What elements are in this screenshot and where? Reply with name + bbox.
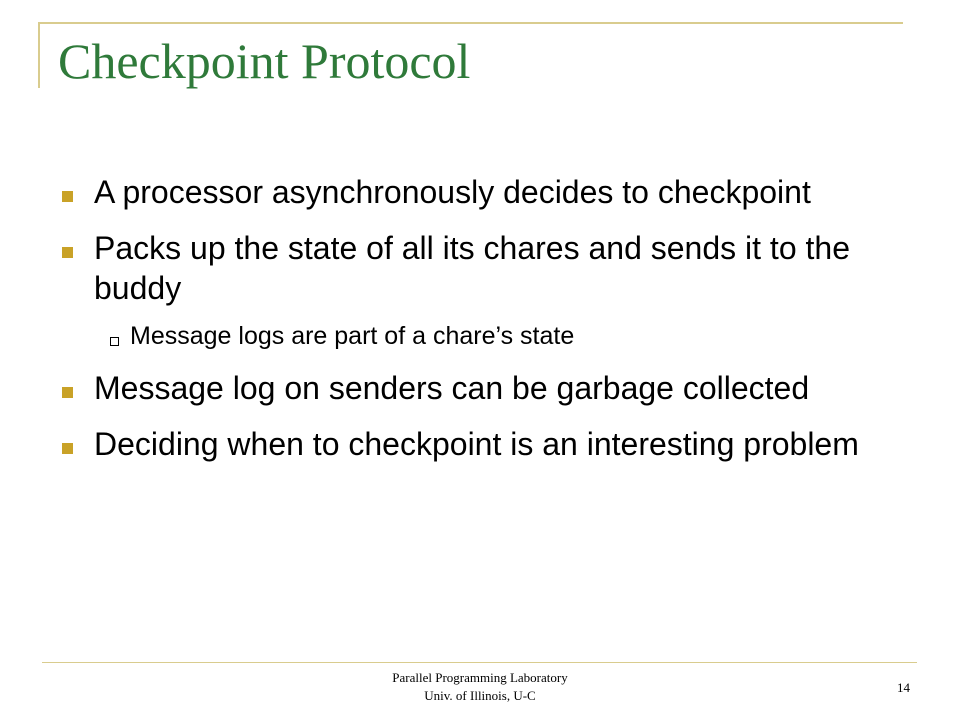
footer-university: Univ. of Illinois, U-C: [424, 688, 536, 703]
bullet-text: Deciding when to checkpoint is an interesting problem: [94, 426, 859, 462]
frame-left-line: [38, 22, 40, 88]
bullet-text: Message log on senders can be garbage collected: [94, 370, 810, 406]
bullet-item: [58, 424, 908, 464]
sub-bullet-item: [58, 320, 908, 352]
bullet-list: [58, 172, 908, 480]
bullet-item: [58, 172, 908, 212]
hollow-square-bullet-icon: [110, 337, 119, 346]
bullet-text: Packs up the state of all its chares and sends it to the buddy: [94, 230, 850, 306]
bullet-text: A processor asynchronously decides to checkpoint: [94, 174, 811, 210]
bullet-item: [58, 368, 908, 408]
square-bullet-icon: [62, 387, 73, 398]
square-bullet-icon: [62, 191, 73, 202]
footer-text: [330, 669, 630, 705]
square-bullet-icon: [62, 247, 73, 258]
slide-title: Checkpoint Protocol: [58, 33, 471, 89]
page-number: 14: [897, 680, 910, 695]
square-bullet-icon: [62, 443, 73, 454]
frame-top-line: [38, 22, 903, 24]
footer-lab-name: Parallel Programming Laboratory: [392, 670, 568, 685]
footer-divider: [42, 662, 917, 663]
bullet-item: [58, 228, 908, 308]
sub-bullet-text: Message logs are part of a chare’s state: [130, 322, 575, 350]
